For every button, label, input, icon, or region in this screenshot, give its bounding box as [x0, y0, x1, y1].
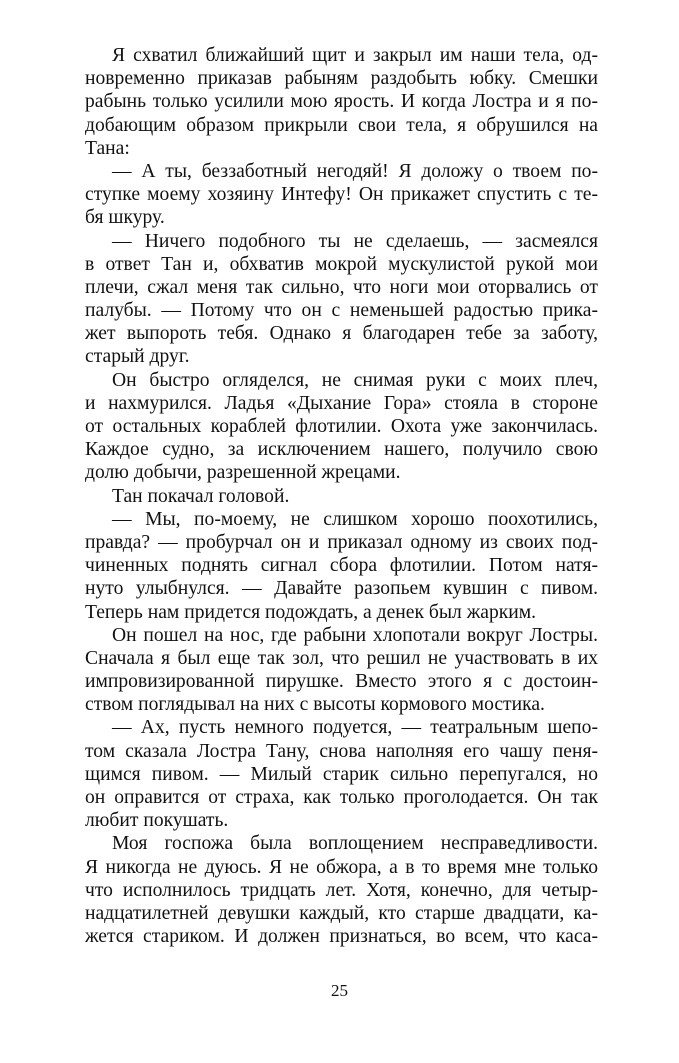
text-line: и нахмурился. Ладья «Дыхание Гора» стояла в стороне	[85, 392, 598, 414]
text-line: щимся пивом. — Милый старик сильно перепугался, но	[85, 763, 598, 785]
text-line: Каждое судно, за исключением нашего, получило свою	[85, 439, 598, 461]
text-line: бя шкуру.	[85, 207, 165, 229]
text-line: Тан покачал головой.	[112, 485, 290, 507]
text-line: ступке моему хозяину Интефу! Он прикажет спустить с те-	[85, 184, 598, 206]
text-line: плечи, сжал меня так сильно, что ноги мои оторвались от	[85, 276, 598, 298]
text-line: добающим образом прикрыли свои тела, я обрушился на	[85, 114, 598, 136]
text-line: в ответ Тан и, обхватив мокрой мускулистой рукой мои	[85, 253, 598, 275]
text-line: он оправится от страха, как только проголодается. Он так	[85, 787, 598, 808]
text-line: палубы. — Потому что он с неменьшей радостью прика-	[85, 300, 598, 322]
text-line: Сначала я был еще так зол, что решил не участвовать в их	[85, 647, 598, 669]
paragraph	[85, 230, 598, 369]
paragraph	[85, 832, 598, 948]
text-line: Он пошел на нос, где рабыни хлопотали вокруг Лостры.	[112, 624, 598, 646]
text-line: жется стариком. И должен признаться, во всем, что каса-	[85, 926, 598, 948]
text-line: Он быстро огляделся, не снимая руки с моих плеч,	[112, 369, 598, 391]
text-line: рабынь только усилили мою ярость. И когда Лостра и я по-	[85, 91, 598, 113]
paragraph	[85, 485, 598, 508]
text-line: старый друг.	[85, 346, 190, 368]
text-line: Тана:	[85, 137, 130, 159]
text-line: любит покушать.	[85, 810, 229, 832]
text-line: том сказала Лостра Тану, снова наполняя его чашу пеня-	[85, 740, 598, 762]
text-line: Я никогда не дуюсь. Я не обжора, а в то время мне только	[85, 856, 598, 878]
text-line: правда? — пробурчал он и приказал одному из своих под-	[85, 531, 598, 553]
text-line: — А ты, беззаботный негодяй! Я доложу о твоем по-	[112, 160, 598, 182]
text-line: Теперь нам придется подождать, а денек был жарким.	[85, 601, 537, 623]
text-line: Я схватил ближайший щит и закрыл им наши тела, од-	[112, 45, 598, 66]
paragraph	[85, 44, 598, 160]
text-line: новременно приказав рабыням раздобыть юбку. Смешки	[85, 68, 598, 90]
paragraph	[85, 624, 598, 717]
paragraph	[85, 160, 598, 230]
text-line: надцатилетней девушки каждый, кто старше двадцати, ка-	[85, 902, 598, 924]
text-line: импровизированной пирушке. Вместо этого я с достоин-	[85, 671, 598, 693]
text-line: Моя госпожа была воплощением несправедливости.	[112, 833, 598, 855]
text-line: чиненных поднять сигнал сбора флотилии. Потом натя-	[85, 555, 598, 577]
paragraph	[85, 716, 598, 832]
text-line: от остальных кораблей флотилии. Охота уже закончилась.	[85, 416, 598, 437]
text-line: — Ничего подобного ты не сделаешь, — засмеялся	[112, 230, 598, 252]
text-line: — Ах, пусть немного подуется, — театральным шепо-	[112, 717, 598, 739]
text-line: нуто улыбнулся. — Давайте разопьем кувшин с пивом.	[85, 578, 598, 600]
book-page	[85, 44, 598, 948]
text-line: что исполнилось тридцать лет. Хотя, конечно, для четыр-	[85, 879, 598, 901]
paragraph	[85, 508, 598, 624]
page-number: 25	[331, 981, 348, 1000]
text-line: жет выпороть тебя. Однако я благодарен тебе за заботу,	[85, 323, 598, 345]
paragraph	[85, 369, 598, 485]
text-line: — Мы, по-моему, не слишком хорошо поохотились,	[112, 508, 598, 530]
text-line: ством поглядывал на них с высоты кормового мостика.	[85, 694, 545, 716]
text-line: долю добычи, разрешенной жрецами.	[85, 462, 401, 484]
